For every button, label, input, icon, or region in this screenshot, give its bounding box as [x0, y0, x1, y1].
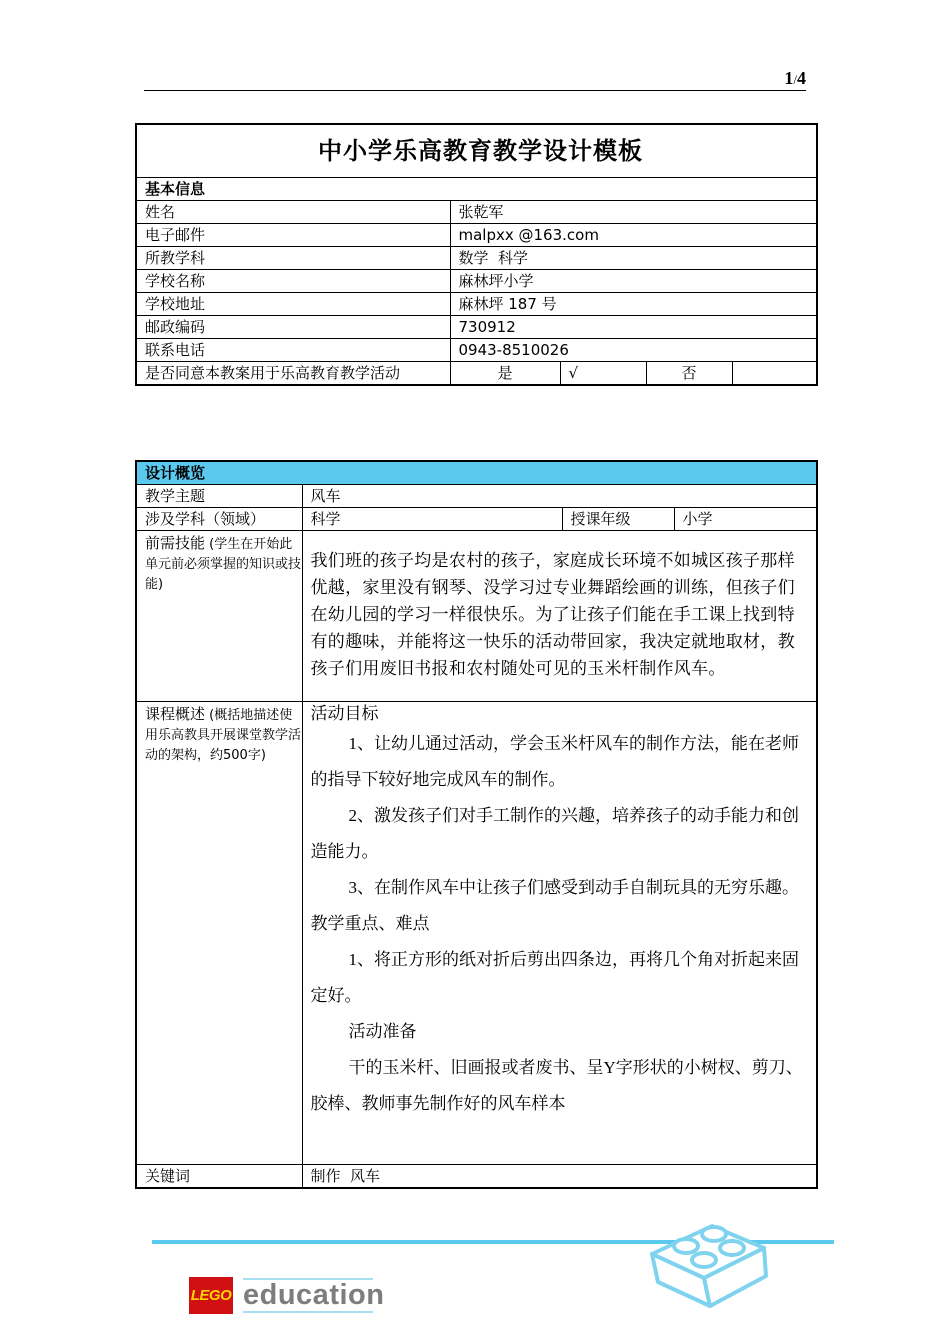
agree-yes-label: 是: [450, 362, 560, 386]
agree-no-checkbox[interactable]: [732, 362, 817, 386]
page-number: 1/4: [784, 68, 806, 88]
row-prereq: [136, 531, 817, 702]
row-keywords: 关键词 制作 风车: [136, 1165, 817, 1189]
footer-logo-rule-bottom: [243, 1311, 373, 1313]
postcode-value: 730912: [450, 316, 817, 339]
agree-yes-checkbox[interactable]: √: [560, 362, 646, 386]
email-value: malpxx @163.com: [450, 224, 817, 247]
overview-label: 课程概述: [145, 705, 206, 723]
info-row-subject: 所教学科 数学 科学: [136, 247, 817, 270]
basic-info-table: [135, 123, 818, 386]
overview-note: (概括地描述使用乐高教具开展课堂教学活动的架构，约500字): [145, 708, 302, 763]
teacher-name: 张乾军: [450, 201, 817, 224]
school-value: 麻林坪小学: [450, 270, 817, 293]
phone-value: 0943-8510026: [450, 339, 817, 362]
overview-heading-focus: 教学重点、难点: [310, 914, 430, 933]
info-row-agree: [136, 362, 817, 386]
overview-goal-1: 1、让幼儿通过活动，学会玉米杆风车的制作方法，能在老师的指导下较好地完成风车的制作。: [310, 734, 799, 789]
overview-prep-text: 干的玉米杆、旧画报或者废书、呈Y字形状的小树杈、剪刀、胶棒、教师事先制作好的风车样本: [310, 1058, 803, 1113]
info-row-email: 电子邮件 malpxx @163.com: [136, 224, 817, 247]
design-overview-table: [135, 460, 818, 1189]
subject-area-value: 科学: [302, 508, 562, 531]
header-rule: [144, 90, 806, 91]
section-design-overview: 设计概览: [136, 461, 817, 485]
overview-focus-1: 1、将正方形的纸对折后剪出四条边，再将几个角对折起来固定好。: [310, 950, 799, 1005]
prereq-label: 前需技能: [145, 534, 206, 552]
info-row-school: 学校名称 麻林坪小学: [136, 270, 817, 293]
education-wordmark: education: [243, 1279, 385, 1311]
subject-value: 数学 科学: [450, 247, 817, 270]
topic-value: 风车: [302, 485, 817, 508]
info-row-phone: 联系电话 0943-8510026: [136, 339, 817, 362]
prereq-text: 我们班的孩子均是农村的孩子，家庭成长环境不如城区孩子那样优越，家里没有钢琴、没学习过专业舞蹈绘画的训练，但孩子们在幼儿园的学习一样很快乐。为了让孩子们能在手工课上找到特有的趣味，并能将这一快乐的活动带回家，我决定就地取材，教孩子们用废旧书报和农村随处可见的玉米杆制作风车。: [310, 551, 795, 678]
prereq-note: (学生在开始此单元前必须掌握的知识或技能): [145, 537, 302, 592]
grade-value: 小学: [674, 508, 817, 531]
agree-label: 是否同意本教案用于乐高教育教学活动: [136, 362, 450, 386]
address-value: 麻林坪 187 号: [450, 293, 817, 316]
lego-brick-icon: [640, 1196, 770, 1316]
row-subject: 涉及学科（领域） 科学 授课年级 小学: [136, 508, 817, 531]
agree-no-label: 否: [646, 362, 732, 386]
grade-label: 授课年级: [562, 508, 674, 531]
row-overview: [136, 702, 817, 1165]
overview-heading-goals: 活动目标: [310, 704, 379, 723]
info-row-name: 姓名 张乾军: [136, 201, 817, 224]
overview-goal-3: 3、在制作风车中让孩子们感受到动手自制玩具的无穷乐趣。: [348, 878, 799, 897]
section-basic-info: 基本信息: [136, 178, 817, 201]
lego-logo: LEGO: [189, 1277, 233, 1314]
overview-heading-prep: 活动准备: [348, 1022, 417, 1041]
row-topic: 教学主题 风车: [136, 485, 817, 508]
info-row-postcode: 邮政编码 730912: [136, 316, 817, 339]
document-title: 中小学乐高教育教学设计模板: [136, 124, 817, 178]
keywords-value: 制作 风车: [302, 1165, 817, 1189]
overview-goal-2: 2、激发孩子们对手工制作的兴趣，培养孩子的动手能力和创造能力。: [310, 806, 799, 861]
info-row-address: 学校地址 麻林坪 187 号: [136, 293, 817, 316]
